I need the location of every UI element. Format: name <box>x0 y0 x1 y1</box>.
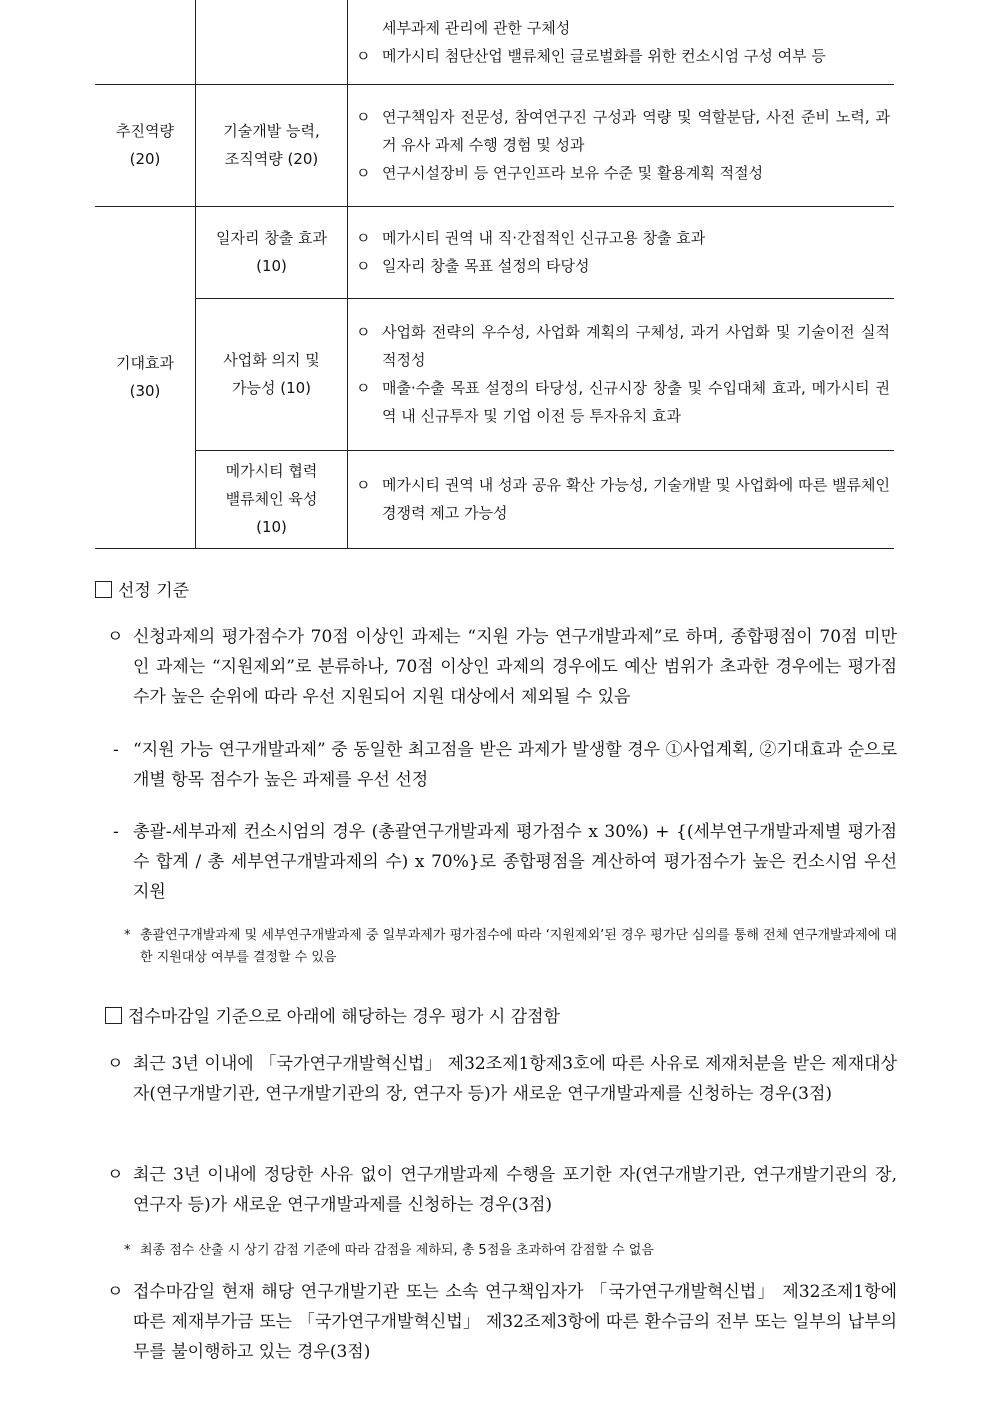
item-label: 기술개발 능력, <box>223 122 320 140</box>
criteria-bullet-text: 메가시티 첨단산업 밸류체인 글로벌화를 위한 컨소시엄 구성 여부 등 <box>382 46 826 65</box>
bullet-marker: ㅇ <box>107 627 124 647</box>
bullet-marker: ㅇ <box>356 229 371 247</box>
asterisk-marker: * <box>124 928 131 943</box>
criteria-bullet <box>356 374 890 430</box>
table-cell-empty <box>95 0 196 84</box>
category-label: 추진역량 <box>116 122 174 140</box>
table-cell-empty <box>196 0 348 84</box>
bullet-marker: ㅇ <box>356 323 371 341</box>
item-label: (10) <box>256 257 287 275</box>
item-label: 조직역량 (20) <box>224 150 319 168</box>
deduction-paragraph <box>107 1160 897 1220</box>
criteria-cell <box>348 206 895 298</box>
item-cell <box>196 206 348 298</box>
evaluation-table <box>95 0 894 549</box>
bullet-marker: ㅇ <box>107 1165 124 1185</box>
criteria-bullet <box>356 42 890 70</box>
paragraph-text: 접수마감일 현재 해당 연구개발기관 또는 소속 연구책임자가 「국가연구개발혁신법」 제32조제1항에 따른 제재부가금 또는 「국가연구개발혁신법」 제32조제3항에 따른 환수금의 전부 또는 일부의 납부의무를 불이행하고 있는 경우(3점) <box>133 1282 897 1362</box>
criteria-text: 세부과제 관리에 관한 구체성 <box>382 18 571 37</box>
asterisk-marker: * <box>124 1243 131 1258</box>
section-heading-text: 선정 기준 <box>118 581 190 601</box>
criteria-cell <box>348 450 895 548</box>
paragraph-text: 최근 3년 이내에 정당한 사유 없이 연구개발과제 수행을 포기한 자(연구개발기관, 연구개발기관의 장, 연구자 등)가 새로운 연구개발과제를 신청하는 경우(3점) <box>133 1165 897 1215</box>
selection-sub-paragraph <box>113 735 897 795</box>
criteria-bullet-text: 연구책임자 전문성, 참여연구진 구성과 역량 및 역할분담, 사전 준비 노력, 과거 유사 과제 수행 경험 및 성과 <box>382 108 890 154</box>
selection-note <box>124 925 897 969</box>
criteria-bullet-text: 매출·수출 목표 설정의 타당성, 신규시장 창출 및 수입대체 효과, 메가시티 권역 내 신규투자 및 기업 이전 등 투자유치 효과 <box>382 379 890 425</box>
category-label: 기대효과 <box>116 354 174 372</box>
selection-sub-paragraph <box>113 817 897 907</box>
paragraph-text: “지원 가능 연구개발과제” 중 동일한 최고점을 받은 과제가 발생할 경우 ①사업계획, ②기대효과 순으로 개별 항목 점수가 높은 과제를 우선 선정 <box>133 740 897 790</box>
selection-paragraph <box>107 622 897 712</box>
criteria-bullet-text: 일자리 창출 목표 설정의 타당성 <box>382 257 590 275</box>
item-label: (10) <box>256 518 287 536</box>
paragraph-text: 최근 3년 이내에 「국가연구개발혁신법」 제32조제1항제3호에 따른 사유로 제재처분을 받은 제재대상자(연구개발기관, 연구개발기관의 장, 연구자 등)가 새로운 연구개발과제를 신청하는 경우(3점) <box>133 1054 897 1104</box>
paragraph-text: 총괄-세부과제 컨소시엄의 경우 (총괄연구개발과제 평가점수 x 30%) + {(세부연구개발과제별 평가점수 합계 / 총 세부연구개발과제의 수) x 70%}로 종합평점을 계산하여 평가점수가 높은 컨소시엄 우선 지원 <box>133 822 897 902</box>
category-score: (30) <box>129 382 161 400</box>
bullet-marker: ㅇ <box>356 257 371 275</box>
item-label: 메가시티 협력 <box>225 462 318 480</box>
criteria-cell <box>348 298 895 450</box>
criteria-bullet-text: 메가시티 권역 내 성과 공유 확산 가능성, 기술개발 및 사업화에 따른 밸류체인 경쟁력 제고 가능성 <box>382 476 890 522</box>
item-cell <box>196 298 348 450</box>
criteria-bullet <box>356 318 890 374</box>
bullet-marker: ㅇ <box>356 46 371 65</box>
bullet-marker: ㅇ <box>356 164 371 182</box>
item-label: 사업화 의지 및 <box>223 351 320 369</box>
section-heading-deduction <box>105 1002 560 1032</box>
note-text: 최종 점수 산출 시 상기 감점 기준에 따라 감점을 제하되, 총 5점을 초과하여 감점할 수 없음 <box>140 1243 654 1258</box>
deduction-paragraph <box>107 1049 897 1109</box>
category-cell <box>95 84 196 206</box>
criteria-bullet-text: 메가시티 권역 내 직·간접적인 신규고용 창출 효과 <box>382 229 706 247</box>
checkbox-square-icon <box>105 1007 122 1024</box>
dash-marker: - <box>113 740 119 760</box>
item-label: 밸류체인 육성 <box>225 490 318 508</box>
criteria-bullet <box>356 224 890 252</box>
item-label: 일자리 창출 효과 <box>216 229 327 247</box>
section-heading-selection <box>95 576 189 606</box>
criteria-bullet <box>356 471 890 527</box>
item-cell <box>196 450 348 548</box>
criteria-bullet <box>356 159 890 187</box>
criteria-bullet <box>356 103 890 159</box>
bullet-marker: ㅇ <box>356 108 371 126</box>
criteria-bullet-text: 사업화 전략의 우수성, 사업화 계획의 구체성, 과거 사업화 및 기술이전 실적 적정성 <box>382 323 890 369</box>
bullet-marker: ㅇ <box>107 1054 124 1074</box>
paragraph-text: 신청과제의 평가점수가 70점 이상인 과제는 “지원 가능 연구개발과제”로 하며, 종합평점이 70점 미만인 과제는 “지원제외”로 분류하나, 70점 이상인 과제의 경우에도 예산 범위가 초과한 경우에는 평가점수가 높은 순위에 따라 우선 지원되어 지원 대상에서 제외될 수 있음 <box>133 627 897 707</box>
bullet-marker: ㅇ <box>356 476 371 494</box>
bullet-marker: ㅇ <box>356 379 371 397</box>
item-label: 가능성 (10) <box>231 379 312 397</box>
criteria-cell <box>348 84 895 206</box>
deduction-note <box>124 1240 897 1262</box>
section-heading-text: 접수마감일 기준으로 아래에 해당하는 경우 평가 시 감점함 <box>128 1007 560 1027</box>
bullet-marker: ㅇ <box>107 1282 124 1302</box>
item-cell <box>196 84 348 206</box>
dash-marker: - <box>113 822 119 842</box>
note-text: 총괄연구개발과제 및 세부연구개발과제 중 일부과제가 평가점수에 따라 ‘지원제외’된 경우 평가단 심의를 통해 전체 연구개발과제에 대한 지원대상 여부를 결정할 수 있음 <box>140 928 897 965</box>
deduction-paragraph <box>107 1277 897 1367</box>
criteria-cell <box>348 0 895 84</box>
criteria-bullet-text: 연구시설장비 등 연구인프라 보유 수준 및 활용계획 적절성 <box>382 164 764 182</box>
checkbox-square-icon <box>95 581 112 598</box>
criteria-bullet <box>356 252 890 280</box>
category-cell <box>95 206 196 548</box>
category-score: (20) <box>129 150 161 168</box>
